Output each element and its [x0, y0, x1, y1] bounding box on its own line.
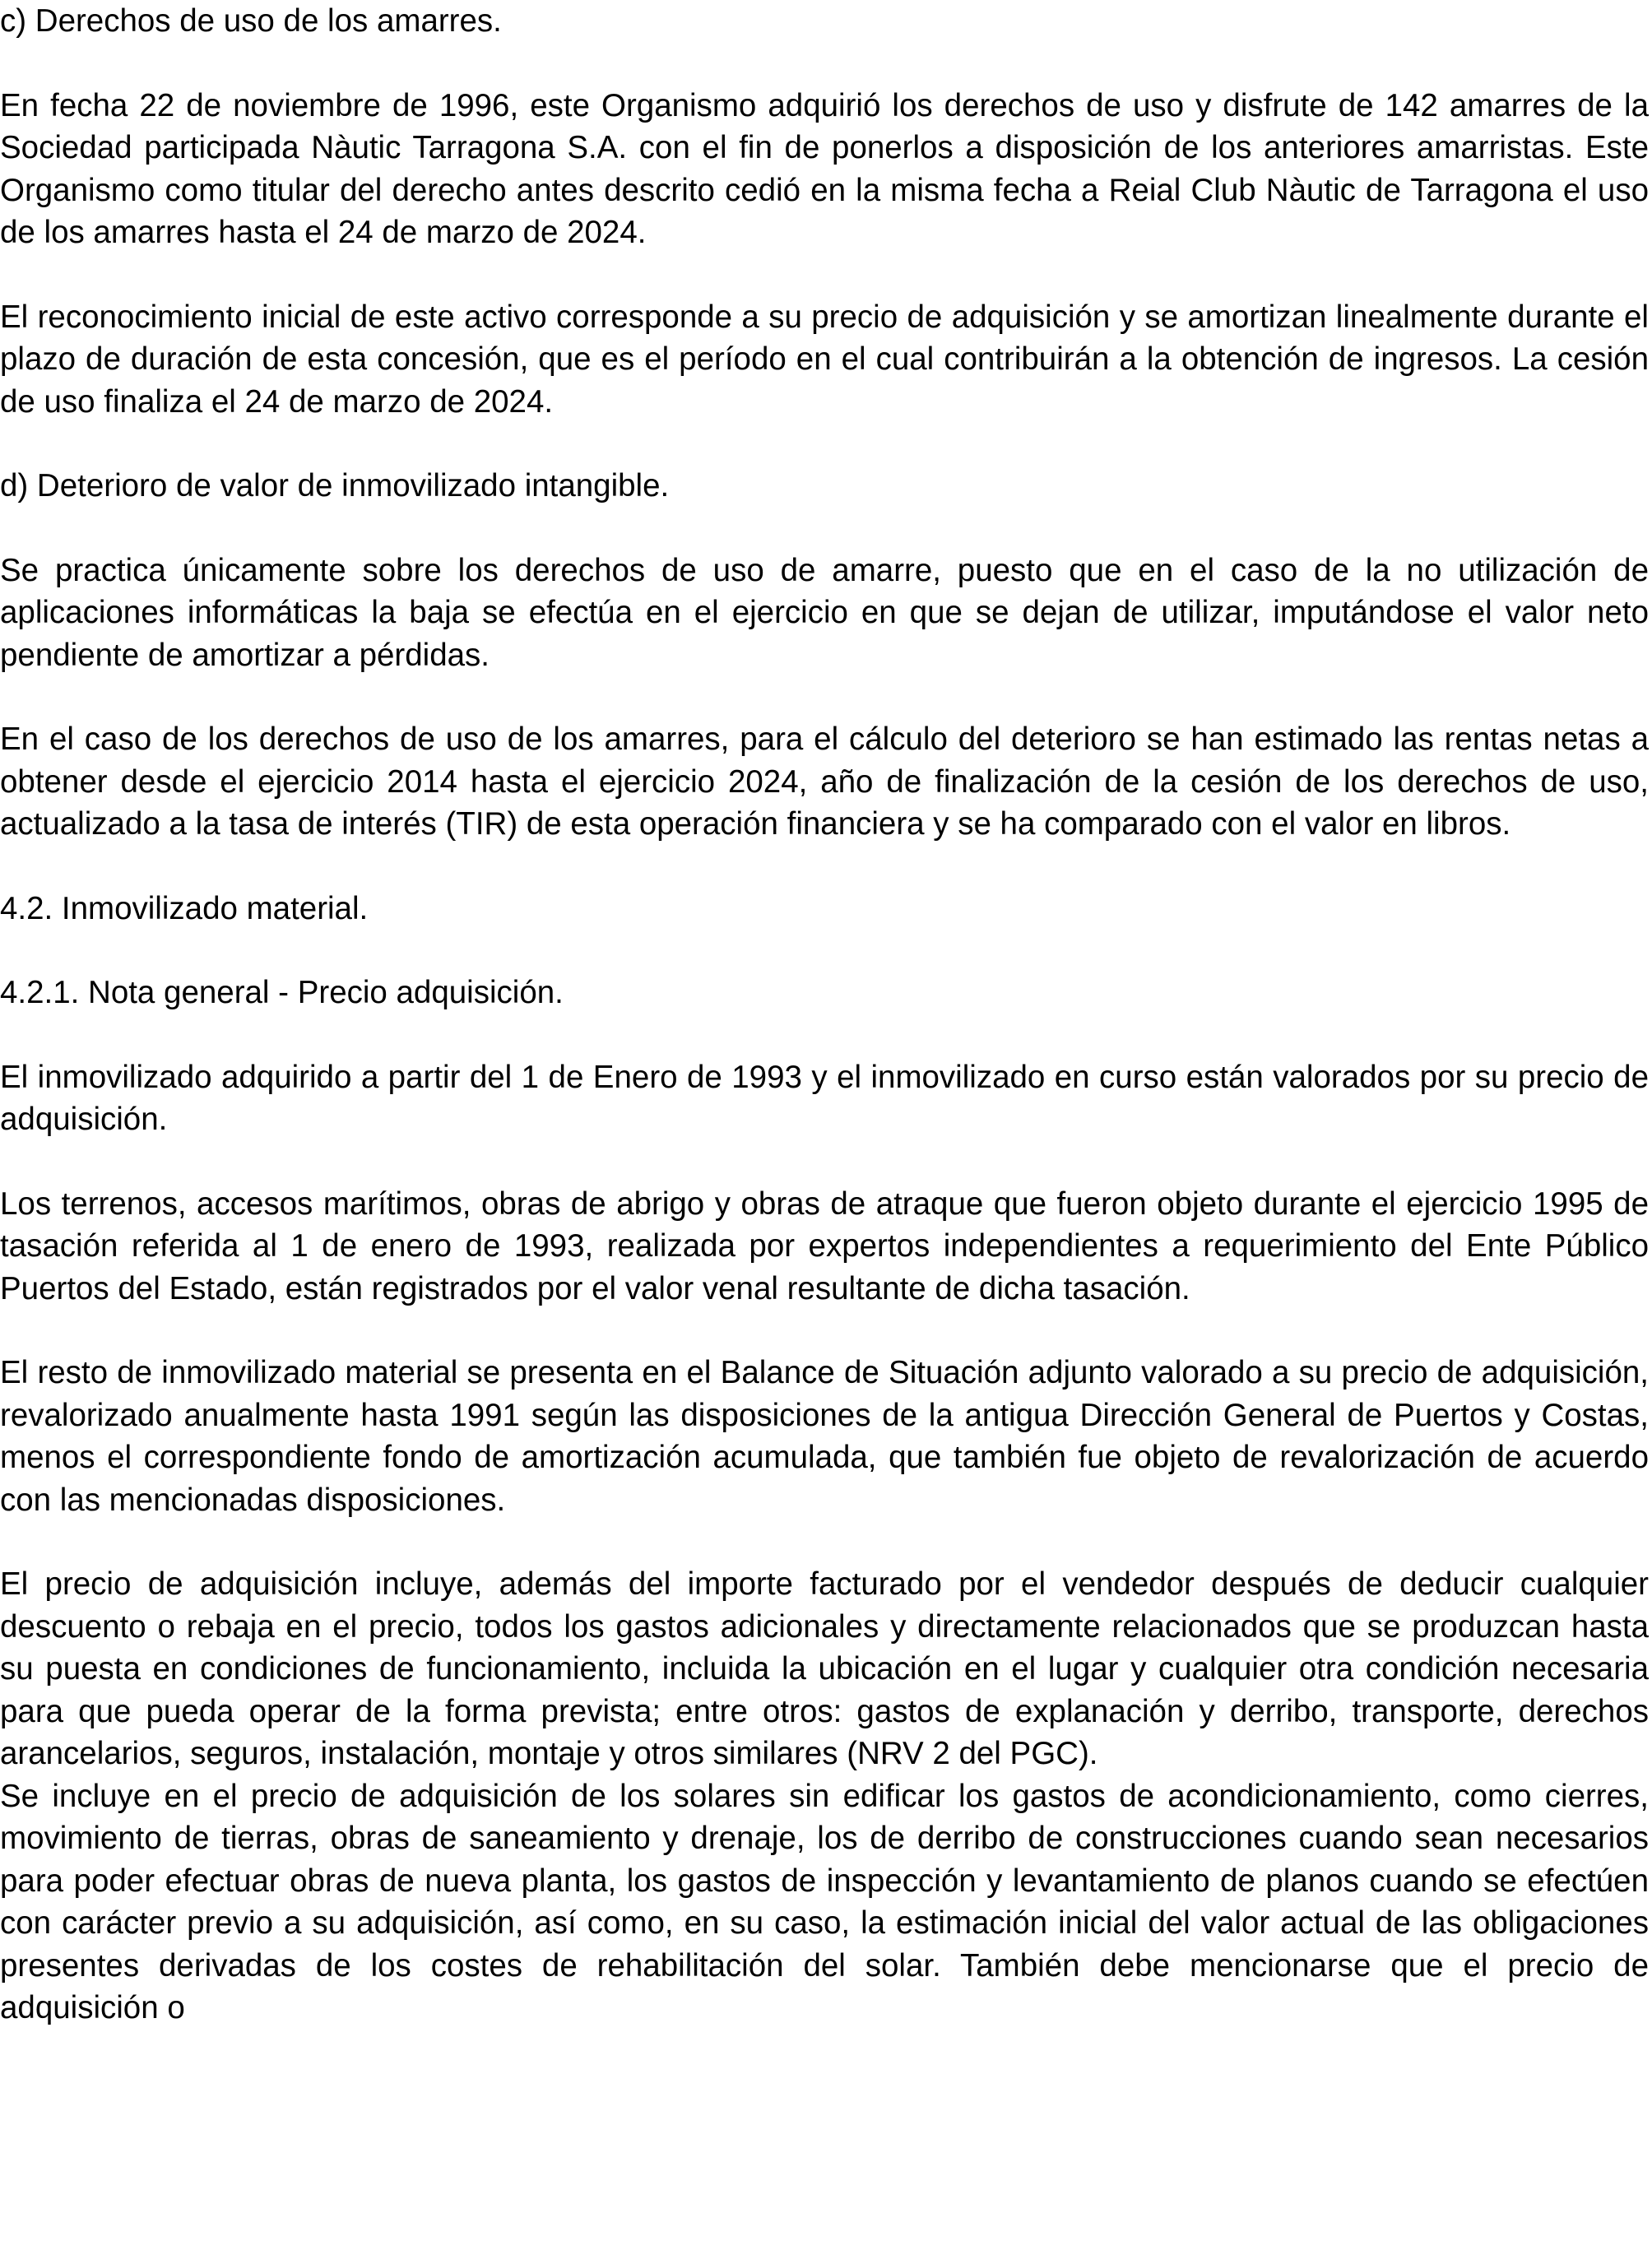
section-heading-c: c) Derechos de uso de los amarres. — [0, 3, 502, 39]
paragraph-deterioro-calculo: En el caso de los derechos de uso de los amarres, para el cálculo del deterioro se han estimado las rentas netas a obtener desde el ejercicio 2014 hasta el ejercicio 2024, año de finalización de la cesión de los derechos de uso, actualizado a la tasa de interés (TIR) de esta operación financiera y se ha comparado con el valor en libros. — [0, 721, 1649, 842]
paragraph-deterioro-practica: Se practica únicamente sobre los derechos de uso de amarre, puesto que en el caso de la no utilización de aplicaciones informáticas la baja se efectúa en el ejercicio en que se dejan de utilizar, imputándose el valor neto pendiente de amortizar a pérdidas. — [0, 552, 1649, 673]
paragraph-amarres-adquisicion: En fecha 22 de noviembre de 1996, este Organismo adquirió los derechos de uso y disfrute de 142 amarres de la Sociedad participada Nàutic Tarragona S.A. con el fin de ponerlos a disposición de los anteriores amarristas. Este Organismo como titular del derecho antes descrito cedió en la misma fecha a Reial Club Nàutic de Tarragona el uso de los amarres hasta el 24 de marzo de 2024. — [0, 87, 1649, 250]
section-heading-4-2: 4.2. Inmovilizado material. — [0, 890, 369, 926]
section-heading-4-2-1: 4.2.1. Nota general - Precio adquisición. — [0, 975, 564, 1010]
paragraph-tasacion-terrenos: Los terrenos, accesos marítimos, obras de abrigo y obras de atraque que fueron objeto durante el ejercicio 1995 de tasación referida al 1 de enero de 1993, realizada por expertos independientes a requerimiento del Ente Público Puertos del Estado, están registrados por el valor venal resultante de dicha tasación. — [0, 1185, 1649, 1306]
paragraph-resto-inmovilizado: El resto de inmovilizado material se presenta en el Balance de Situación adjunto valorado a su precio de adquisición, revalorizado anualmente hasta 1991 según las disposiciones de la antigua Dirección General de Puertos y Costas, menos el correspondiente fondo de amortización acumulada, que también fue objeto de revalorización de acuerdo con las mencionadas disposiciones. — [0, 1355, 1649, 1518]
paragraph-precio-adquisicion: El precio de adquisición incluye, además del importe facturado por el vendedor después de deducir cualquier descuento o rebaja en el precio, todos los gastos adicionales y directamente relacionados que se produzcan hasta su puesta en condiciones de funcionamiento, incluida la ubicación en el lugar y cualquier otra condición necesaria para que pueda operar de la forma prevista; entre otros: gastos de explanación y derribo, transporte, derechos arancelarios, seguros, instalación, montaje y otros similares (NRV 2 del PGC). — [0, 1566, 1649, 1771]
section-heading-d: d) Deterioro de valor de inmovilizado intangible. — [0, 468, 670, 503]
paragraph-inmovilizado-1993: El inmovilizado adquirido a partir del 1 de Enero de 1993 y el inmovilizado en curso están valorados por su precio de adquisición. — [0, 1059, 1649, 1137]
paragraph-solares: Se incluye en el precio de adquisición de los solares sin edificar los gastos de acondicionamiento, como cierres, movimiento de tierras, obras de saneamiento y drenaje, los de derribo de construcciones cuando sean necesarios para poder efectuar obras de nueva planta, los gastos de inspección y levantamiento de planos cuando se efectúen con carácter previo a su adquisición, así como, en su caso, la estimación inicial del valor actual de las obligaciones presentes derivadas de los costes de rehabilitación del solar. También debe mencionarse que el precio de adquisición o — [0, 1778, 1649, 2025]
paragraph-reconocimiento-inicial: El reconocimiento inicial de este activo corresponde a su precio de adquisición y se amortizan linealmente durante el plazo de duración de esta concesión, que es el período en el cual contribuirán a la obtención de ingresos. La cesión de uso finaliza el 24 de marzo de 2024. — [0, 299, 1649, 420]
